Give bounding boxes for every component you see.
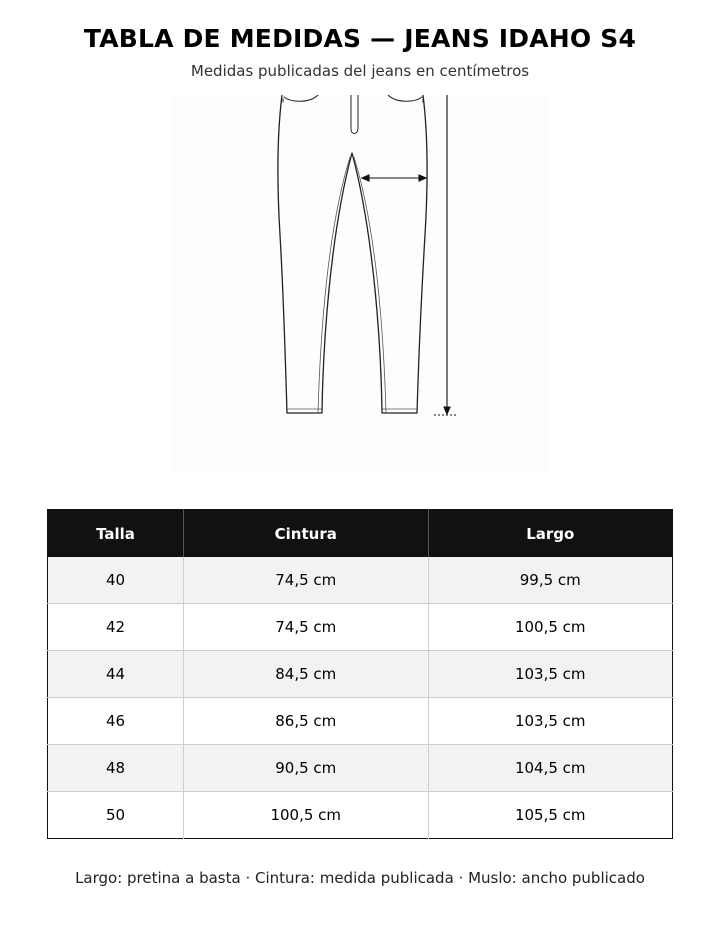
table-row <box>48 604 673 651</box>
table-row <box>48 557 673 604</box>
cell-largo: 103,5 cm <box>428 651 673 698</box>
length-arrow <box>434 95 456 415</box>
column-header-cintura: Cintura <box>184 510 428 558</box>
cell-talla: 50 <box>48 792 184 839</box>
jeans-diagram <box>172 95 548 473</box>
table-row <box>48 745 673 792</box>
table-row <box>48 651 673 698</box>
cell-largo: 105,5 cm <box>428 792 673 839</box>
cell-talla: 44 <box>48 651 184 698</box>
cell-cintura: 74,5 cm <box>184 557 428 604</box>
thigh-width-arrow <box>362 175 426 181</box>
page-title: TABLA DE MEDIDAS — JEANS IDAHO S4 <box>83 24 637 53</box>
column-header-talla: Talla <box>48 510 184 558</box>
cell-talla: 42 <box>48 604 184 651</box>
jeans-diagram-svg <box>172 95 548 473</box>
cell-largo: 100,5 cm <box>428 604 673 651</box>
page-subtitle: Medidas publicadas del jeans en centímetros <box>190 62 530 80</box>
cell-cintura: 86,5 cm <box>184 698 428 745</box>
jeans-outline <box>278 95 427 413</box>
cell-largo: 99,5 cm <box>428 557 673 604</box>
cell-talla: 46 <box>48 698 184 745</box>
cell-talla: 48 <box>48 745 184 792</box>
cell-talla: 40 <box>48 557 184 604</box>
measurement-footnote: Largo: pretina a basta · Cintura: medida publicada · Muslo: ancho publicado <box>75 869 645 887</box>
size-table <box>47 509 673 839</box>
cell-largo: 104,5 cm <box>428 745 673 792</box>
jeans-pocket-right <box>388 95 422 101</box>
table-row <box>48 698 673 745</box>
table-row <box>48 792 673 839</box>
jeans-fly <box>351 95 358 134</box>
jeans-pocket-left <box>284 95 318 101</box>
cell-cintura: 84,5 cm <box>184 651 428 698</box>
cell-cintura: 74,5 cm <box>184 604 428 651</box>
table-header-row <box>48 510 673 558</box>
cell-cintura: 90,5 cm <box>184 745 428 792</box>
cell-largo: 103,5 cm <box>428 698 673 745</box>
column-header-largo: Largo <box>428 510 673 558</box>
cell-cintura: 100,5 cm <box>184 792 428 839</box>
